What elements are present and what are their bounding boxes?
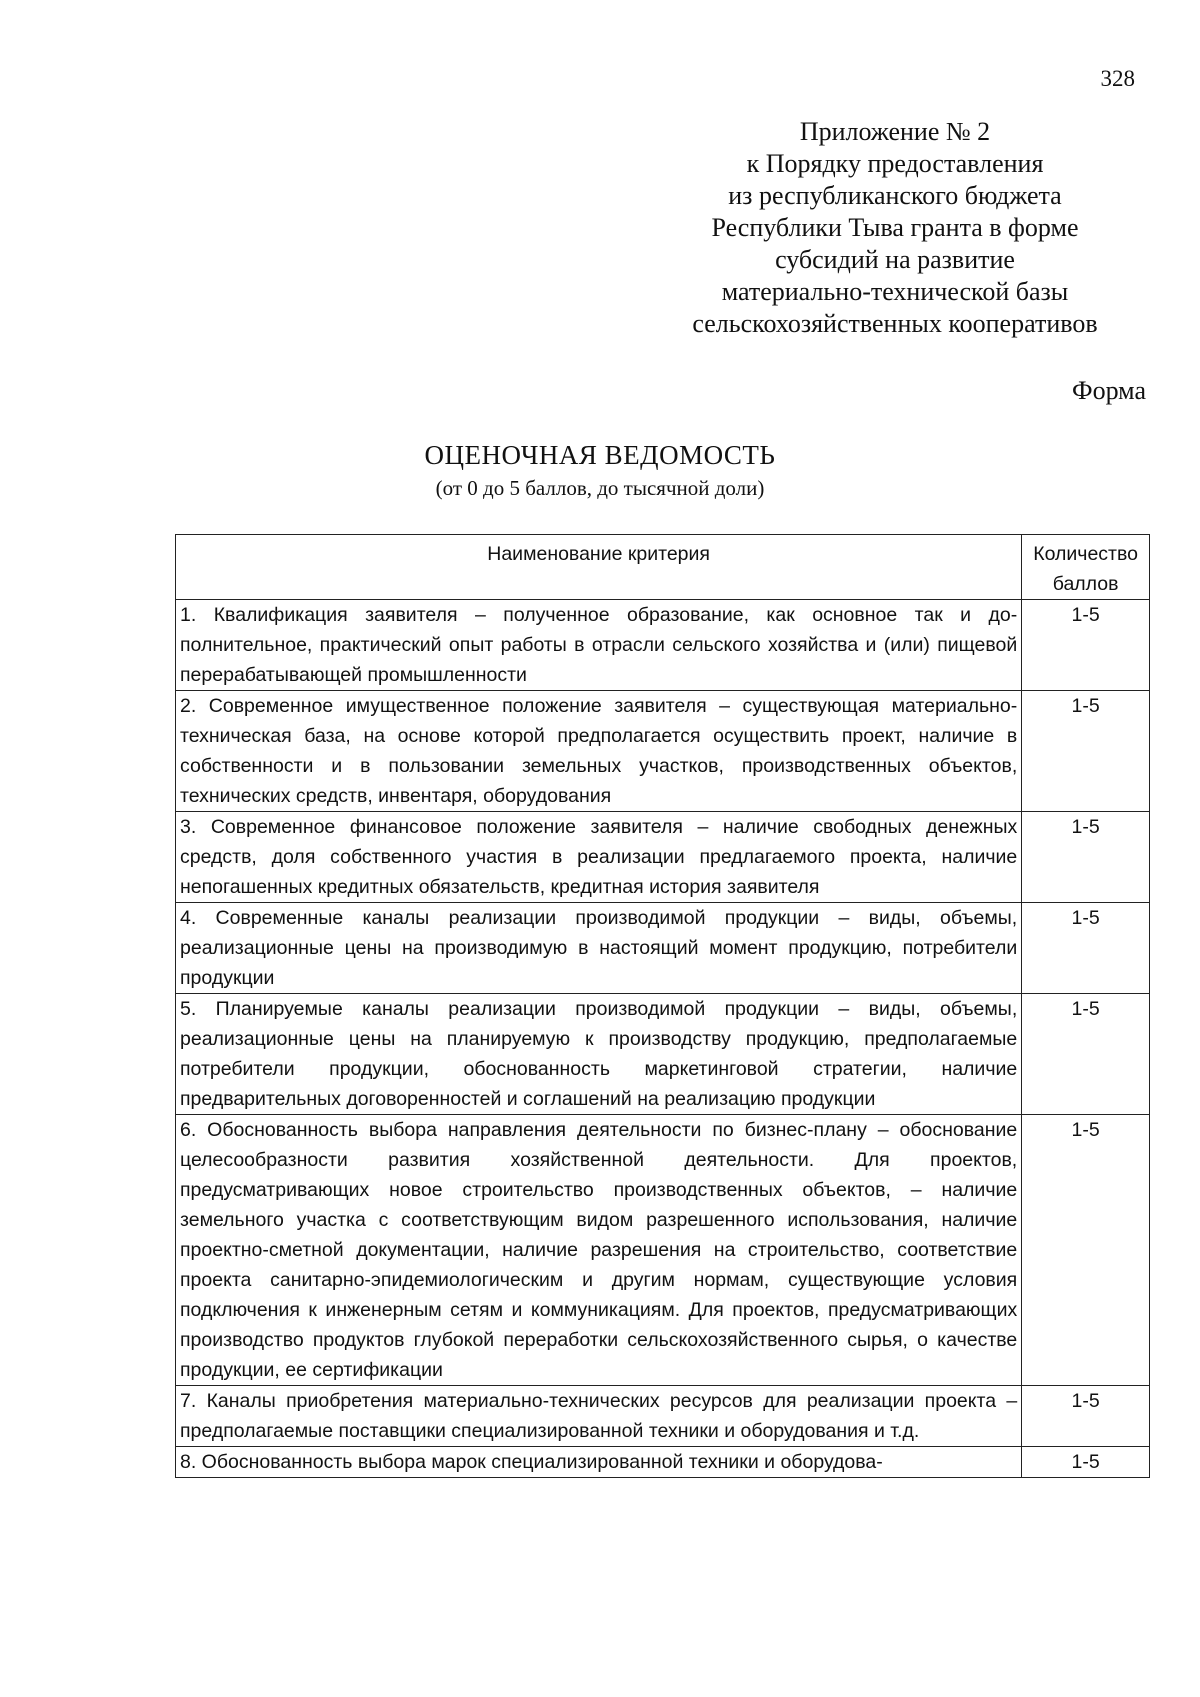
score-cell: 1-5 bbox=[1022, 1115, 1150, 1386]
table-row bbox=[176, 994, 1150, 1115]
page-number: 328 bbox=[1100, 66, 1135, 91]
table-row bbox=[176, 903, 1150, 994]
form-label: Форма bbox=[1072, 376, 1146, 405]
score-cell: 1-5 bbox=[1022, 812, 1150, 903]
appendix-line: к Порядку предоставления bbox=[746, 149, 1044, 178]
table-row bbox=[176, 1447, 1150, 1478]
header-criterion: Наименование критерия bbox=[176, 535, 1022, 600]
table-row bbox=[176, 691, 1150, 812]
appendix-line: сельскохозяйственных кооперативов bbox=[692, 309, 1098, 338]
score-cell: 1-5 bbox=[1022, 691, 1150, 812]
table-row bbox=[176, 812, 1150, 903]
table-row bbox=[176, 600, 1150, 691]
evaluation-table bbox=[175, 534, 1150, 1478]
score-cell: 1-5 bbox=[1022, 600, 1150, 691]
criterion-cell: 1. Квалификация заявителя – полученное образование, как основное так и дополнительное, практический опыт работы в отрасли сельского хозяйства и (или) пищевой перерабатывающей промышленности bbox=[176, 600, 1022, 691]
table-header-row bbox=[176, 535, 1150, 600]
document-subtitle: (от 0 до 5 баллов, до тысячной доли) bbox=[435, 476, 765, 500]
appendix-line: из республиканского бюджета bbox=[728, 181, 1062, 210]
score-cell: 1-5 bbox=[1022, 1386, 1150, 1447]
criterion-cell: 4. Современные каналы реализации производимой продукции – виды, объемы, реализационные цены на производимую в настоящий момент продукцию, потребители продукции bbox=[176, 903, 1022, 994]
table-row bbox=[176, 1386, 1150, 1447]
appendix-line: Приложение № 2 bbox=[799, 117, 991, 146]
score-cell: 1-5 bbox=[1022, 1447, 1150, 1478]
table-row bbox=[176, 1115, 1150, 1386]
criterion-cell: 7. Каналы приобретения материально-технических ресурсов для реализации проекта – предполагаемые поставщики специализированной техники и оборудования и т.д. bbox=[176, 1386, 1022, 1447]
criterion-cell: 5. Планируемые каналы реализации производимой продукции – виды, объемы, реализационные цены на планируемую к производству продукцию, предполагаемые потребители продукции, обоснованность маркетинговой стратегии, наличие предварительных договоренностей и соглашений на реализацию продукции bbox=[176, 994, 1022, 1115]
header-score: Количество баллов bbox=[1022, 535, 1150, 600]
criterion-cell: 8. Обоснованность выбора марок специализированной техники и оборудова- bbox=[176, 1447, 1022, 1478]
document-title: ОЦЕНОЧНАЯ ВЕДОМОСТЬ bbox=[424, 440, 776, 470]
appendix-line: Республики Тыва гранта в форме bbox=[711, 213, 1079, 242]
criterion-cell: 3. Современное финансовое положение заявителя – наличие свободных денежных средств, доля собственного участия в реализации предлагаемого проекта, наличие непогашенных кредитных обязательств, кредитная история заявителя bbox=[176, 812, 1022, 903]
appendix-heading bbox=[655, 116, 1135, 340]
appendix-line: материально-технической базы bbox=[721, 277, 1069, 306]
criterion-cell: 2. Современное имущественное положение заявителя – существующая материально-техническая база, на основе которой предполагается осуществить проект, наличие в собственности и в пользовании земельных участков, производственных объектов, технических средств, инвентаря, оборудования bbox=[176, 691, 1022, 812]
criterion-cell: 6. Обоснованность выбора направления деятельности по бизнес-плану – обоснование целесообразности развития хозяйственной деятельности. Для проектов, предусматривающих новое строительство производственных объектов, – наличие земельного участка с соответствующим видом разрешенного использования, наличие проектно-сметной документации, наличие разрешения на строительство, соответствие проекта санитарно-эпидемиологическим и другим нормам, существующие условия подключения к инженерным сетям и коммуникациям. Для проектов, предусматривающих производство продуктов глубокой переработки сельскохозяйственного сырья, о качестве продукции, ее сертификации bbox=[176, 1115, 1022, 1386]
score-cell: 1-5 bbox=[1022, 994, 1150, 1115]
appendix-line: субсидий на развитие bbox=[775, 245, 1015, 274]
score-cell: 1-5 bbox=[1022, 903, 1150, 994]
